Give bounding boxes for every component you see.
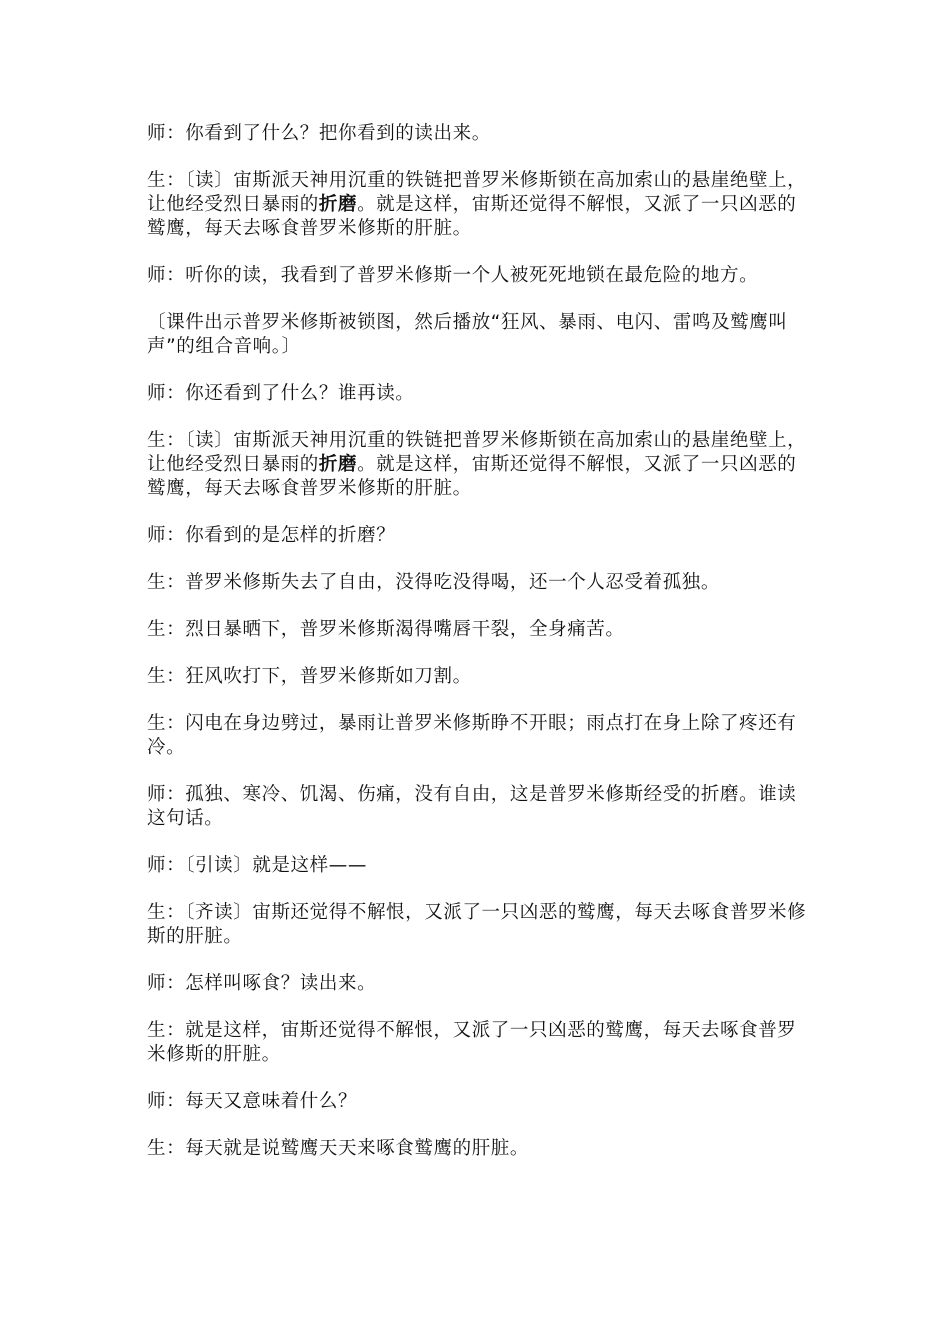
paragraph-13 [147,854,807,878]
paragraph-11 [147,712,807,760]
paragraph-text: 师：你还看到了什么？谁再读。 [147,383,415,404]
paragraph-17 [147,1090,807,1114]
paragraph-1 [147,122,807,146]
paragraph-text: 生：就是这样，宙斯还觉得不解恨，又派了一只凶恶的鹫鹰，每天去啄食普罗米修斯的肝脏。 [147,1020,797,1065]
paragraph-text: 师：孤独、寒冷、饥渴、伤痛，没有自由，这是普罗米修斯经受的折磨。谁读这句话。 [147,784,797,829]
paragraph-6 [147,429,807,501]
paragraph-2 [147,169,807,241]
paragraph-text: 生：〔齐读〕宙斯还觉得不解恨，又派了一只凶恶的鹫鹰，每天去啄食普罗米修斯的肝脏。 [147,902,807,947]
bold-keyword: 折磨 [318,454,358,475]
paragraph-text: 生：每天就是说鹫鹰天天来啄食鹫鹰的肝脏。 [147,1138,530,1159]
paragraph-text: 生：普罗米修斯失去了自由，没得吃没得喝，还一个人忍受着孤独。 [147,572,721,593]
paragraph-12 [147,783,807,831]
paragraph-14 [147,901,807,949]
paragraph-9 [147,618,807,642]
paragraph-4 [147,311,807,359]
paragraph-16 [147,1019,807,1067]
paragraph-text: 师：〔引读〕就是这样—— [147,855,367,876]
paragraph-10 [147,665,807,689]
paragraph-text: 生：〔读〕宙斯派天神用沉重的铁链把普罗米修斯锁在高加索山的悬崖绝壁上，让他经受烈日暴雨的 [147,170,807,215]
paragraph-5 [147,382,807,406]
paragraph-text: 生：烈日暴晒下，普罗米修斯渴得嘴唇干裂，全身痛苦。 [147,619,625,640]
paragraph-text: 师：你看到的是怎样的折磨？ [147,525,396,546]
paragraph-text: 师：听你的读，我看到了普罗米修斯一个人被死死地锁在最危险的地方。 [147,265,759,286]
paragraph-text: 〔课件出示普罗米修斯被锁图，然后播放“狂风、暴雨、电闪、雷鸣及鹫鹰叫声”的组合音响。〕 [147,312,788,357]
paragraph-text: 生：〔读〕宙斯派天神用沉重的铁链把普罗米修斯锁在高加索山的悬崖绝壁上，让他经受烈日暴雨的 [147,430,807,475]
paragraph-text: 生：闪电在身边劈过，暴雨让普罗米修斯睁不开眼；雨点打在身上除了疼还有冷。 [147,713,797,758]
document-body [147,122,807,1184]
paragraph-text: 师：每天又意味着什么？ [147,1091,358,1112]
paragraph-text: 师：怎样叫啄食？读出来。 [147,973,377,994]
paragraph-text: 。就是这样，宙斯还觉得不解恨，又派了一只凶恶的鹫鹰，每天去啄食普罗米修斯的肝脏。 [147,454,797,499]
paragraph-text: 。就是这样，宙斯还觉得不解恨，又派了一只凶恶的鹫鹰，每天去啄食普罗米修斯的肝脏。 [147,194,797,239]
paragraph-8 [147,571,807,595]
bold-keyword: 折磨 [318,194,358,215]
paragraph-18 [147,1137,807,1161]
paragraph-7 [147,524,807,548]
paragraph-3 [147,264,807,288]
paragraph-text: 生：狂风吹打下，普罗米修斯如刀割。 [147,666,472,687]
paragraph-15 [147,972,807,996]
paragraph-text: 师：你看到了什么？把你看到的读出来。 [147,123,491,144]
